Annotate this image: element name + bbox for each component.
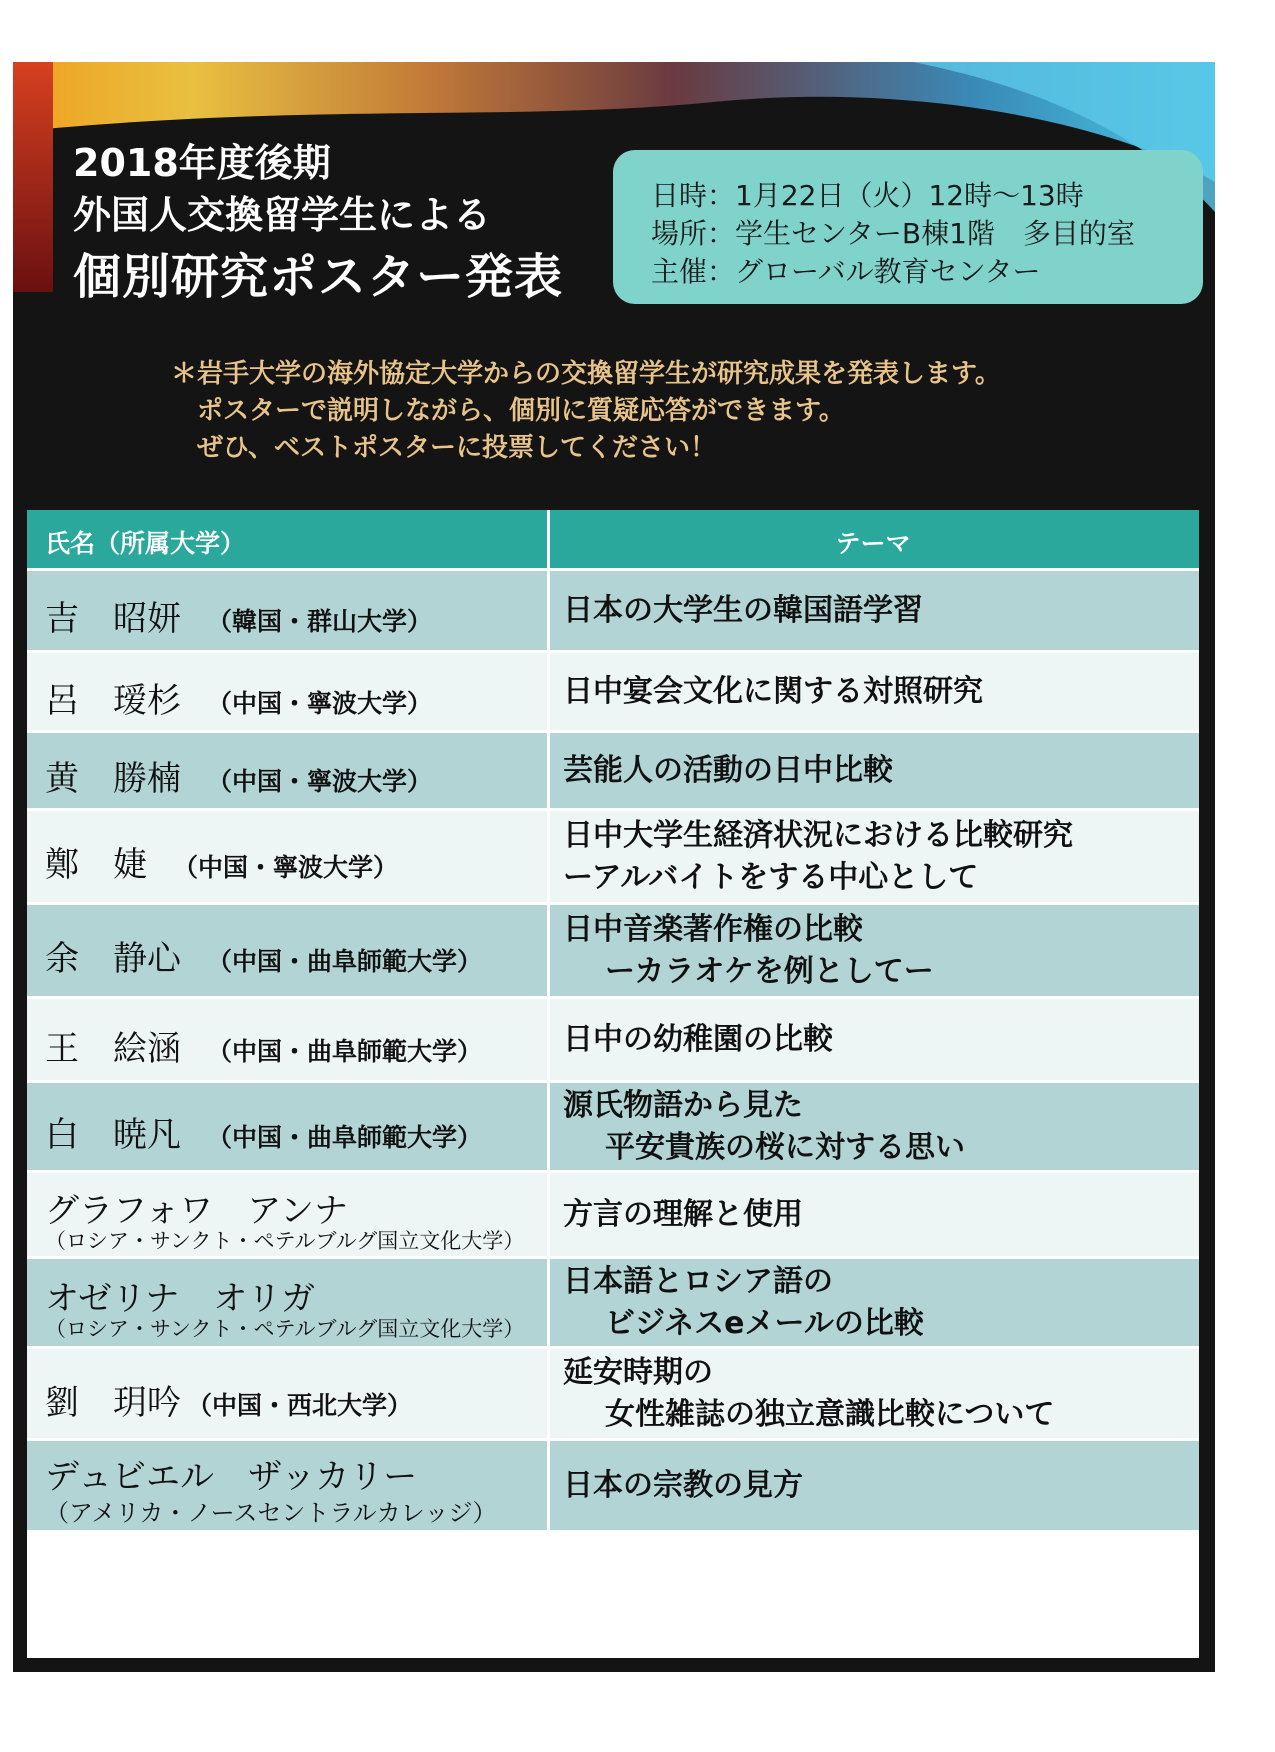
event-place: 場所：学生センターB棟1階 多目的室 (651, 217, 1135, 250)
name-cell (45, 999, 545, 1080)
theme-line-1: 日中の幼稚園の比較 (563, 1021, 833, 1057)
presenter-name: 王 絵涵 (45, 1029, 181, 1069)
title-subtitle: 外国人交換留学生による (73, 193, 492, 237)
name-cell (45, 571, 545, 650)
note-line-2: ポスターで説明しながら、個別に質疑応答ができます。 (197, 396, 845, 426)
presenter-name: 余 静心 (45, 939, 181, 979)
table-row (27, 1080, 1199, 1170)
presenter-name: 鄭 婕 (45, 845, 147, 885)
theme-line-1: 方言の理解と使用 (563, 1196, 803, 1232)
presenter-name: 黄 勝楠 (45, 759, 181, 799)
theme-cell (563, 733, 1193, 808)
event-host: 主催：グローバル教育センター (651, 255, 1041, 288)
theme-cell (563, 1441, 1193, 1530)
name-cell (45, 1441, 545, 1530)
presenter-affiliation: （中国・寧波大学） (207, 689, 433, 718)
theme-cell (563, 1083, 1193, 1170)
presenter-affiliation: （中国・寧波大学） (173, 853, 399, 882)
presenter-table (27, 510, 1199, 1658)
event-datetime: 日時：1月22日（火）12時～13時 (651, 179, 1084, 212)
title-term: 2018年度後期 (73, 141, 331, 185)
name-cell (45, 811, 545, 902)
name-cell (45, 1259, 545, 1346)
presenter-affiliation: （ロシア・サンクト・ペテルブルグ国立文化大学） (45, 1317, 525, 1341)
theme-cell (563, 1349, 1193, 1438)
name-cell (45, 1083, 545, 1170)
theme-line-1: 延安時期の (563, 1354, 713, 1390)
name-cell (45, 653, 545, 730)
header-theme: テーマ (835, 529, 911, 558)
theme-line-2: ーアルバイトをする中心として (563, 859, 979, 895)
presenter-name: オゼリナ オリガ (45, 1279, 315, 1319)
presenter-affiliation: （中国・西北大学） (187, 1391, 413, 1420)
theme-line-1: 芸能人の活動の日中比較 (563, 752, 893, 788)
presenter-name: デュビエル ザッカリー (45, 1457, 418, 1497)
page-title: 個別研究ポスター発表 (73, 249, 564, 305)
presenter-name: 吉 昭妍 (45, 599, 181, 639)
theme-line-1: 日中宴会文化に関する対照研究 (563, 673, 983, 709)
table-header (27, 510, 1199, 568)
theme-cell (563, 905, 1193, 996)
theme-line-2: ーカラオケを例としてー (605, 953, 934, 989)
presenter-affiliation: （中国・寧波大学） (207, 767, 433, 796)
presenter-affiliation: （ロシア・サンクト・ペテルブルグ国立文化大学） (45, 1229, 525, 1253)
name-cell (45, 1349, 545, 1438)
presenter-name: 呂 瑷杉 (45, 681, 181, 721)
presenter-name: 劉 玥吟 (45, 1383, 181, 1423)
table-row (27, 650, 1199, 730)
presenter-name: グラフォワ アンナ (45, 1191, 348, 1231)
presenter-affiliation: （アメリカ・ノースセントラルカレッジ） (45, 1499, 497, 1527)
theme-cell (563, 1259, 1193, 1346)
presenter-affiliation: （中国・曲阜師範大学） (207, 947, 483, 976)
event-note (171, 356, 1001, 467)
presenter-affiliation: （中国・曲阜師範大学） (207, 1123, 483, 1152)
theme-line-1: 日中大学生経済状況における比較研究 (563, 817, 1073, 853)
name-cell (45, 905, 545, 996)
table-row (27, 568, 1199, 650)
theme-line-1: 源氏物語から見た (563, 1087, 803, 1123)
table-row (27, 1438, 1199, 1530)
name-cell (45, 733, 545, 808)
table-row (27, 1256, 1199, 1346)
theme-cell (563, 811, 1193, 902)
table-row (27, 996, 1199, 1080)
event-info-box (613, 150, 1203, 304)
theme-line-1: 日本の大学生の韓国語学習 (563, 592, 923, 628)
note-line-1: ＊岩手大学の海外協定大学からの交換留学生が研究成果を発表します。 (171, 359, 1001, 389)
theme-line-1: 日本語とロシア語の (563, 1263, 833, 1299)
presenter-name: 白 暁凡 (45, 1115, 181, 1155)
table-row (27, 902, 1199, 996)
theme-line-1: 日本の宗教の見方 (563, 1467, 803, 1503)
table-row (27, 1346, 1199, 1438)
name-cell (45, 1173, 545, 1256)
theme-line-2: ビジネスeメールの比較 (605, 1305, 924, 1341)
table-row (27, 1170, 1199, 1256)
theme-cell (563, 571, 1193, 650)
note-line-3: ぜひ、ベストポスターに投票してください！ (197, 433, 716, 463)
title-block (53, 62, 613, 352)
table-row (27, 808, 1199, 902)
theme-line-2: 女性雑誌の独立意識比較について (605, 1396, 1055, 1432)
theme-line-2: 平安貴族の桜に対する思い (605, 1129, 965, 1165)
column-divider (547, 510, 550, 1530)
theme-cell (563, 1173, 1193, 1256)
theme-cell (563, 999, 1193, 1080)
header-name: 氏名（所属大学） (45, 529, 246, 558)
presenter-affiliation: （中国・曲阜師範大学） (207, 1037, 483, 1066)
presenter-affiliation: （韓国・群山大学） (207, 607, 433, 636)
table-row (27, 730, 1199, 808)
poster (13, 62, 1215, 1672)
theme-line-1: 日中音楽著作権の比較 (563, 911, 863, 947)
theme-cell (563, 653, 1193, 730)
